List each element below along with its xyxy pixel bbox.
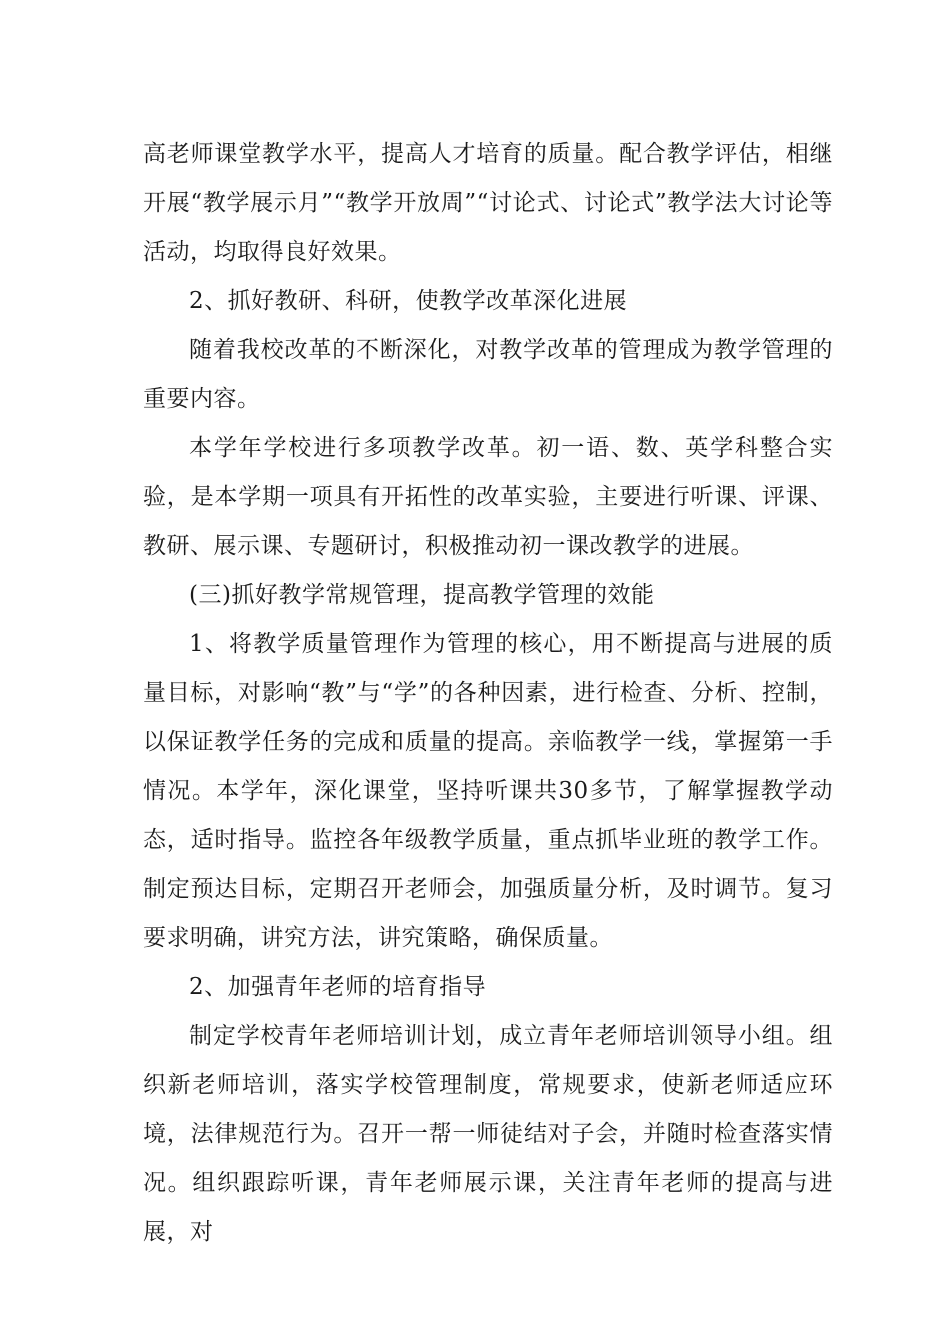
- paragraph-4: 本学年学校进行多项教学改革。初一语、数、英学科整合实验，是本学期一项具有开拓性的改革实验，主要进行听课、评课、教研、展示课、专题研讨，积极推动初一课改教学的进展。: [143, 435, 833, 559]
- paragraph-2-heading: 2、抓好教研、科研，使教学改革深化进展: [189, 288, 628, 314]
- paragraph-8: 制定学校青年老师培训计划，成立青年老师培训领导小组。组织新老师培训，落实学校管理制度，常规要求，使新老师适应环境，法律规范行为。召开一帮一师徒结对子会，并随时检查落实情况。组织跟踪听课，青年老师展示课，关注青年老师的提高与进展，对: [143, 1023, 833, 1245]
- document-body: [143, 130, 833, 1257]
- paragraph-1: 高老师课堂教学水平，提高人才培育的质量。配合教学评估，相继开展“教学展示月”“教学开放周”“讨论式、讨论式”教学法大讨论等活动，均取得良好效果。: [143, 141, 833, 265]
- paragraph-3: 随着我校改革的不断深化，对教学改革的管理成为教学管理的重要内容。: [143, 337, 833, 412]
- paragraph-5-heading: (三)抓好教学常规管理，提高教学管理的效能: [189, 582, 655, 608]
- paragraph-7-heading: 2、加强青年老师的培育指导: [189, 974, 487, 1000]
- paragraph-6: 1、将教学质量管理作为管理的核心，用不断提高与进展的质量目标，对影响“教”与“学”的各种因素，进行检查、分析、控制，以保证教学任务的完成和质量的提高。亲临教学一线，掌握第一手情况。本学年，深化课堂，坚持听课共30多节，了解掌握教学动态，适时指导。监控各年级教学质量，重点抓毕业班的教学工作。制定预达目标，定期召开老师会，加强质量分析，及时调节。复习要求明确，讲究方法，讲究策略，确保质量。: [143, 631, 833, 951]
